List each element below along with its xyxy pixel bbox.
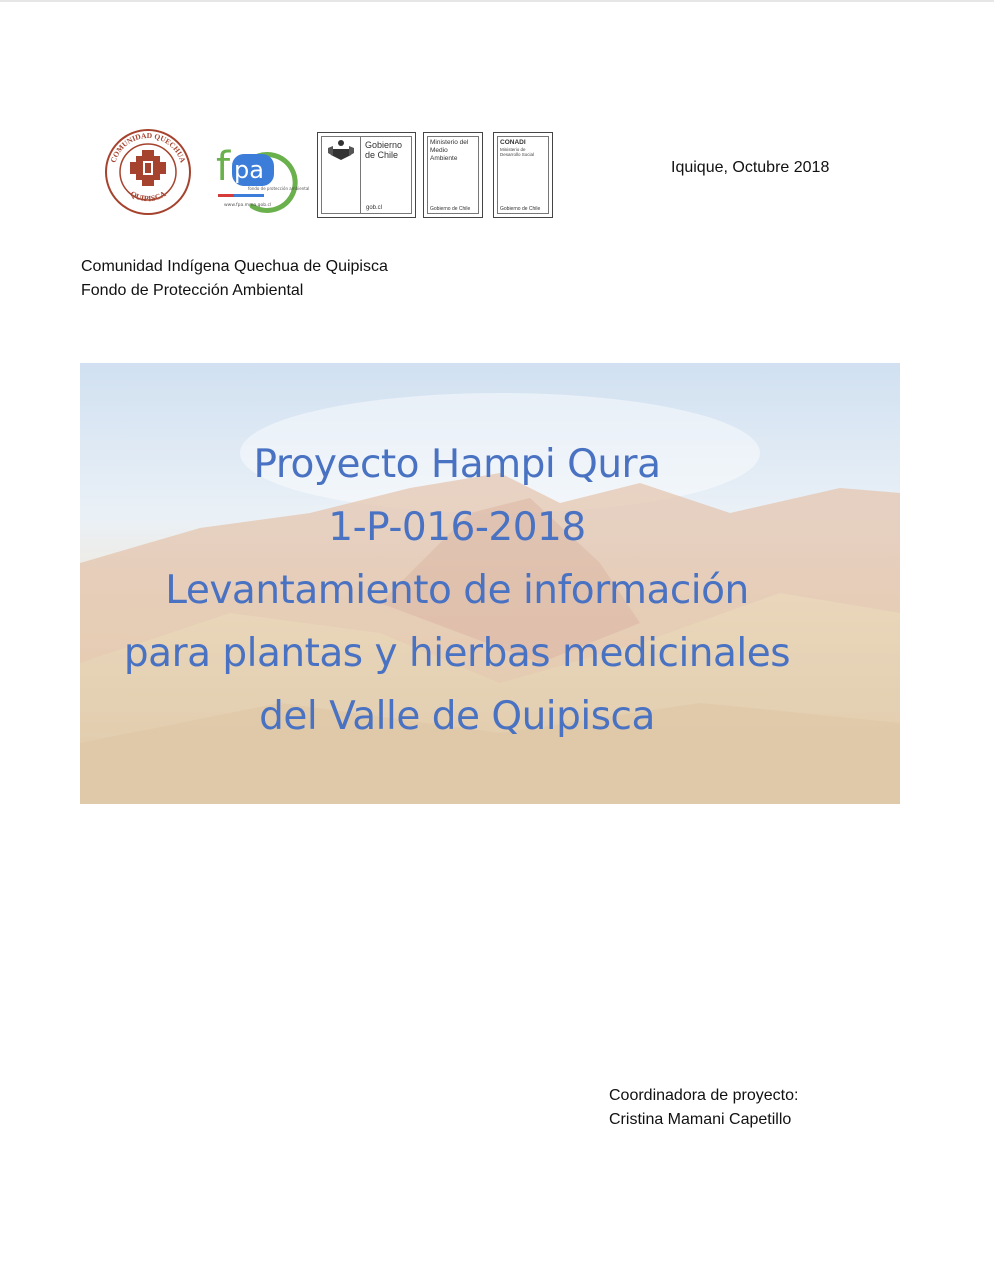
- conadi-title: CONADI: [500, 139, 526, 146]
- fpa-letter-f: f: [216, 144, 231, 190]
- fpa-caption: fondo de protección ambiental: [248, 186, 310, 191]
- svg-text:QUIPISCA: [129, 189, 168, 203]
- quechua-community-logo: [100, 128, 196, 216]
- organizations-block: [81, 255, 388, 303]
- page-top-border: [0, 0, 994, 2]
- gov-name-line1: Gobierno: [365, 140, 403, 150]
- organization-fund: Fondo de Protección Ambiental: [81, 282, 304, 299]
- title-line-5: del Valle de Quipisca: [259, 694, 655, 739]
- quechua-logo-top-text: COMUNIDAD QUECHUA: [108, 130, 188, 164]
- mma-line1: Ministerio del: [430, 139, 469, 146]
- fpa-letters-pa: pa: [234, 156, 264, 184]
- mma-line2: Medio: [430, 147, 448, 154]
- document-date: Iquique, Octubre 2018: [671, 159, 830, 176]
- project-title: [0, 433, 914, 748]
- conadi-footer: Gobierno de Chile: [500, 206, 541, 212]
- title-line-4: para plantas y hierbas medicinales: [123, 631, 791, 676]
- gobierno-de-chile-logo: [317, 132, 416, 218]
- fpa-url: www.fpa.mma.gob.cl: [224, 203, 272, 208]
- title-line-1: Proyecto Hampi Qura: [253, 442, 661, 487]
- conadi-line2: Desarrollo Social: [500, 152, 535, 157]
- gov-footer: gob.cl: [366, 205, 383, 211]
- quechua-logo-bottom-text: QUIPISCA: [128, 189, 168, 204]
- title-line-2: 1-P-016-2018: [328, 505, 586, 550]
- gov-name-line2: de Chile: [365, 150, 399, 160]
- coordinator-name: Cristina Mamani Capetillo: [609, 1111, 792, 1128]
- mma-footer: Gobierno de Chile: [430, 206, 471, 212]
- fpa-logo: [210, 128, 310, 214]
- mma-logo: [423, 132, 483, 218]
- conadi-logo: [493, 132, 553, 218]
- chile-coat-of-arms-icon: [326, 139, 356, 161]
- conadi-line1: Ministerio de: [500, 147, 526, 152]
- organization-community: Comunidad Indígena Quechua de Quipisca: [81, 258, 388, 275]
- coordinator-label: Coordinadora de proyecto:: [609, 1087, 799, 1104]
- mma-line3: Ambiente: [430, 155, 458, 162]
- title-line-3: Levantamiento de información: [165, 568, 749, 613]
- coordinator-block: [609, 1084, 798, 1132]
